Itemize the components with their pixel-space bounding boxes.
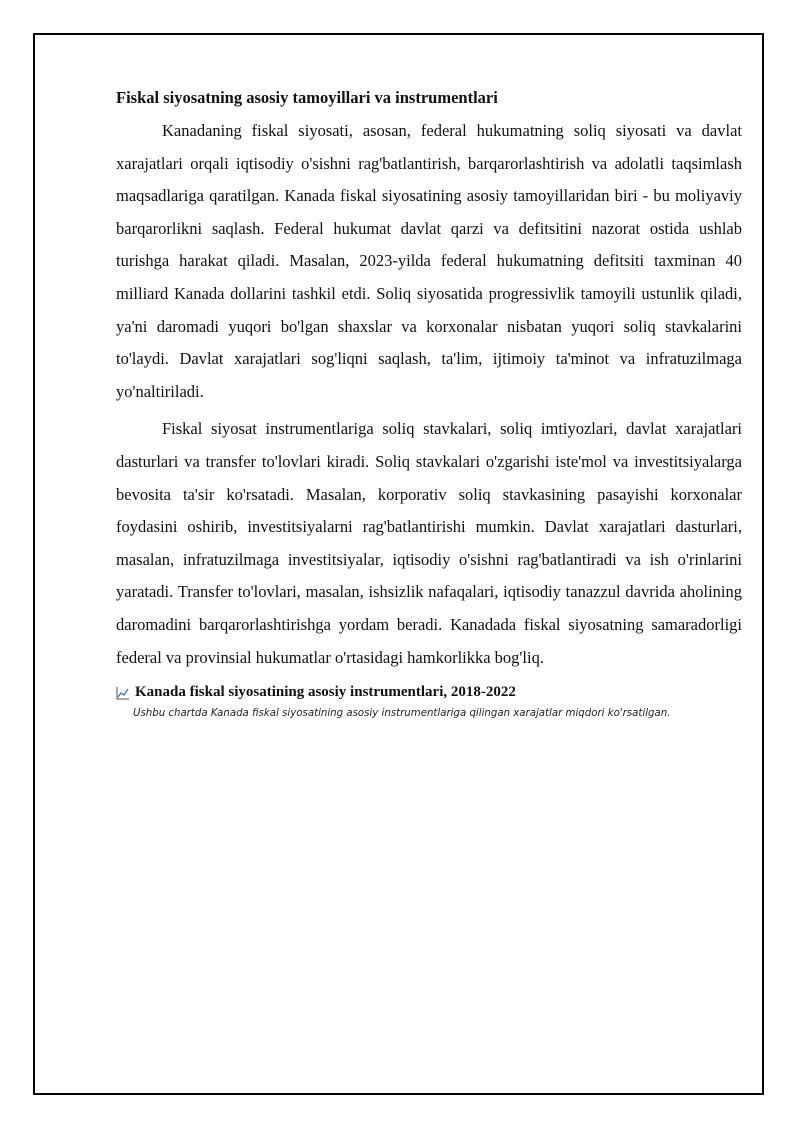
paragraph-1: Kanadaning fiskal siyosati, asosan, federal hukumatning soliq siyosati va davlat xarajatlari orqali iqtisodiy o'sishni rag'batlantirish, barqarorlashtirish va adolatli taqsimlash maqsadlariga qaratilgan. Kanada fiskal siyosatining asosiy tamoyillaridan biri - bu moliyaviy barqarorlikni saqlash. Federal hukumat davlat qarzi va defitsitini nazorat ostida ushlab turishga harakat qiladi. Masalan, 2023-yilda federal hukumatning defitsiti taxminan 40 milliard Kanada dollarini tashkil etdi. Soliq siyosatida progressivlik tamoyili ustunlik qiladi, ya'ni daromadi yuqori bo'lgan shaxslar va korxonalar nisbatan yuqori soliq stavkalarini to'laydi. Davlat xarajatlari sog'liqni saqlash, ta'lim, ijtimoiy ta'minot va infratuzilmaga yo'naltiriladi. [116,121,742,401]
line-chart-icon [116,686,130,700]
paragraph-2: Fiskal siyosat instrumentlariga soliq stavkalari, soliq imtiyozlari, davlat xarajatlari dasturlari va transfer to'lovlari kiradi. Soliq stavkalari o'zgarishi iste'mol va investitsiyalarga bevosita ta'sir ko'rsatadi. Masalan, korporativ soliq stavkasining pasayishi korxonalar foydasini oshirib, investitsiyalarni rag'batlantirishi mumkin. Davlat xarajatlari dasturlari, masalan, infratuzilmaga investitsiyalar, iqtisodiy o'sishni rag'batlantiradi va ish o'rinlarini yaratadi. Transfer to'lovlari, masalan, ishsizlik nafaqalari, iqtisodiy tanazzul davrida aholining daromadini barqarorlashtirishga yordam beradi. Kanadada fiskal siyosatning samaradorligi federal va provinsial hukumatlar o'rtasidagi hamkorlikka bog'liq. [116,419,742,667]
chart-caption-title: Kanada fiskal siyosatining asosiy instrumentlari, 2018-2022 [135,684,516,701]
chart-caption-subtitle: Ushbu chartda Kanada fiskal siyosatining asosiy instrumentlariga qilingan xarajatlar miqdori ko'rsatilgan. [133,708,671,720]
section-heading: Fiskal siyosatning asosiy tamoyillari va instrumentlari [116,88,498,107]
chart-caption [116,682,742,702]
document-body [116,86,742,721]
